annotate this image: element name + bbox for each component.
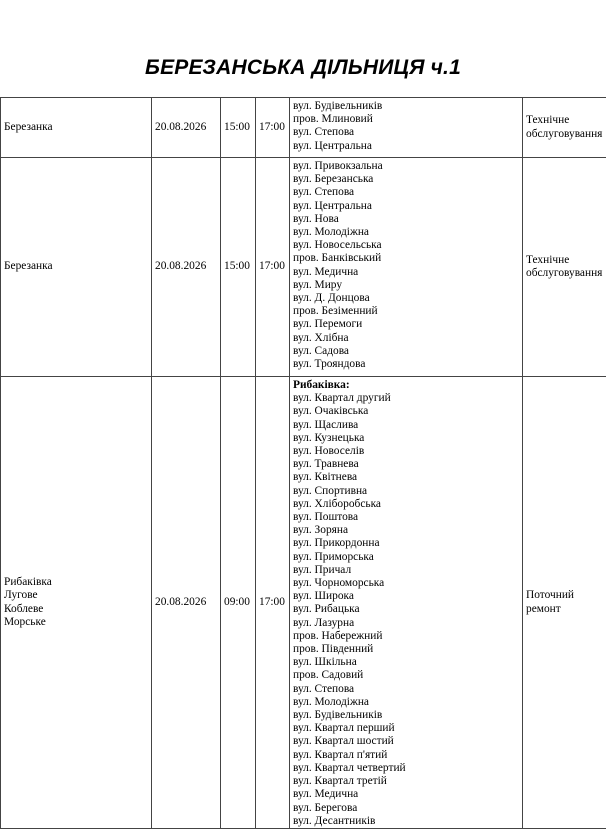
street-name: пров. Південний [293, 643, 374, 656]
street-name: вул. Берегова [293, 801, 358, 814]
start-time-cell [221, 377, 256, 829]
work-type-text: Технічне [526, 253, 570, 266]
start-time: 15:00 [224, 120, 250, 133]
start-time: 15:00 [224, 260, 250, 273]
street-name: вул. Прикордонна [293, 537, 380, 550]
street-name: вул. Квартал перший [293, 722, 395, 735]
street-name: вул. Причал [293, 563, 352, 576]
street-name: вул. Спортивна [293, 484, 368, 497]
street-name: вул. Перемоги [293, 318, 363, 331]
street-name: вул. Новосельська [293, 239, 382, 252]
street-name: вул. Хліборобська [293, 497, 381, 510]
end-time-cell [256, 98, 290, 158]
street-name: вул. Шкільна [293, 656, 357, 669]
street-name: вул. Центральна [293, 199, 372, 212]
street-name: вул. Очаківська [293, 405, 369, 418]
work-type-text: Технічне [526, 114, 570, 127]
street-name: вул. Рибацька [293, 603, 360, 616]
street-name: вул. Приморська [293, 550, 374, 563]
start-time-cell [221, 158, 256, 377]
street-name: вул. Лазурна [293, 616, 355, 629]
streets-cell [290, 98, 523, 158]
work-type-cell [523, 377, 606, 829]
street-name: вул. Кузнецька [293, 431, 365, 444]
outage-date: 20.08.2026 [155, 595, 207, 608]
street-name: вул. Нова [293, 212, 339, 225]
street-name: вул. Березанська [293, 173, 374, 186]
settlement-name: Коблеве [4, 602, 44, 615]
street-name: вул. Квартал шостий [293, 735, 394, 748]
street-name: пров. Набережний [293, 629, 383, 642]
street-name: пров. Безіменний [293, 305, 378, 318]
date-cell [152, 98, 221, 158]
table-row [1, 98, 606, 158]
outage-date: 20.08.2026 [155, 120, 207, 133]
start-time-cell [221, 98, 256, 158]
work-type-cell [523, 98, 606, 158]
street-name: вул. Медична [293, 788, 359, 801]
settlement-name: Морське [4, 615, 46, 628]
end-time: 17:00 [259, 120, 285, 133]
work-type-text: Поточний [526, 589, 575, 602]
street-name: вул. Квітнева [293, 471, 358, 484]
street-name: вул. Чорноморська [293, 577, 385, 590]
street-name: вул. Широка [293, 590, 354, 603]
work-type-text: ремонт [526, 602, 561, 615]
street-name: вул. Миру [293, 278, 343, 291]
work-type-text: обслуговування [526, 127, 603, 140]
street-name: вул. Новоселів [293, 445, 365, 458]
outage-schedule-table [0, 97, 606, 829]
street-name: вул. Квартал третій [293, 775, 387, 788]
street-name: вул. Молодіжна [293, 226, 369, 239]
work-type-cell [523, 158, 606, 377]
settlement-name: Березанка [4, 120, 53, 133]
street-name: вул. Центральна [293, 139, 372, 152]
street-name: вул. Степова [293, 682, 355, 695]
table-row [1, 158, 606, 377]
settlement-name: Лугове [4, 589, 38, 602]
end-time: 17:00 [259, 595, 285, 608]
street-name: вул. Квартал другий [293, 392, 391, 405]
settlement-name: Березанка [4, 260, 53, 273]
date-cell [152, 158, 221, 377]
date-cell [152, 377, 221, 829]
street-name: вул. Молодіжна [293, 695, 369, 708]
street-name: вул. Д. Донцова [293, 292, 370, 305]
street-name: вул. Хлібна [293, 331, 349, 344]
streets-group-header: Рибаківка: [293, 379, 350, 391]
settlements-cell [1, 377, 152, 829]
street-name: пров. Банківський [293, 252, 382, 265]
street-name: вул. Десантників [293, 814, 376, 827]
street-name: вул. Травнева [293, 458, 359, 471]
street-name: вул. Привокзальна [293, 160, 383, 172]
end-time: 17:00 [259, 260, 285, 273]
end-time-cell [256, 158, 290, 377]
work-type-text: обслуговування [526, 267, 603, 279]
end-time-cell [256, 377, 290, 829]
street-name: вул. Поштова [293, 511, 359, 524]
streets-cell [290, 377, 523, 829]
street-name: пров. Млиновий [293, 113, 373, 126]
settlements-cell [1, 158, 152, 377]
street-name: вул. Будівельників [293, 709, 383, 722]
street-name: вул. Квартал четвертий [293, 761, 406, 774]
page-title: БЕРЕЗАНСЬКА ДІЛЬНИЦЯ ч.1 [145, 56, 461, 79]
outage-date: 20.08.2026 [155, 260, 207, 273]
start-time: 09:00 [224, 595, 250, 608]
settlements-cell [1, 98, 152, 158]
table-body [1, 98, 606, 829]
street-name: вул. Степова [293, 186, 355, 199]
street-name: вул. Степова [293, 126, 355, 139]
settlement-name: Рибаківка [4, 576, 52, 589]
street-name: вул. Садова [293, 344, 349, 357]
street-name: вул. Медична [293, 265, 359, 278]
table-row [1, 377, 606, 829]
street-name: пров. Садовий [293, 669, 364, 682]
street-name: вул. Трояндова [293, 358, 366, 371]
streets-cell [290, 158, 523, 377]
street-name: вул. Зоряна [293, 524, 349, 537]
street-name: вул. Квартал п'ятий [293, 748, 388, 761]
street-name: вул. Будівельників [293, 100, 383, 112]
street-name: вул. Щаслива [293, 418, 359, 431]
